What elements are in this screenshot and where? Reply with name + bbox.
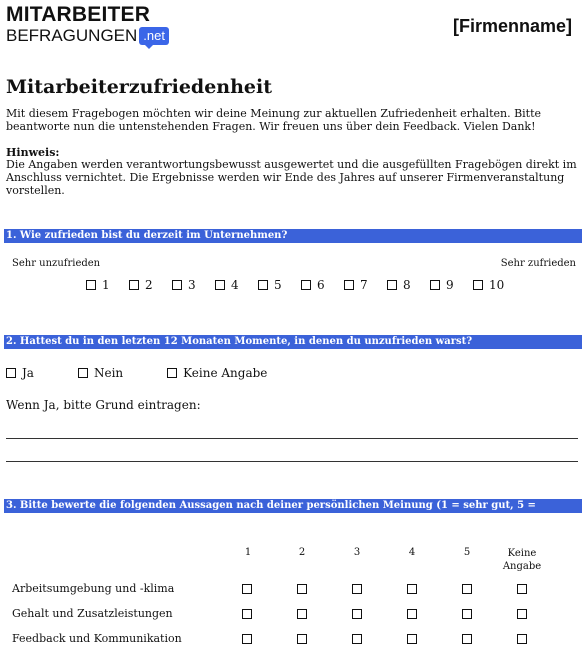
- q2-option-yes[interactable]: [6, 366, 34, 380]
- checkbox-icon[interactable]: [86, 280, 96, 290]
- checkbox-icon[interactable]: [344, 280, 354, 290]
- checkbox-icon[interactable]: [301, 280, 311, 290]
- q1-option-label: 4: [231, 278, 239, 292]
- q1-options: [86, 278, 516, 292]
- checkbox-icon[interactable]: [387, 280, 397, 290]
- q3-row-2-col-1-checkbox[interactable]: [242, 609, 252, 619]
- checkbox-icon[interactable]: [473, 280, 483, 290]
- hint-title: Hinweis:: [6, 146, 60, 159]
- q1-left-label: Sehr unzufrieden: [12, 258, 101, 269]
- q3-row-2-label: Gehalt und Zusatzleistungen: [12, 607, 173, 620]
- page-title: Mitarbeiterzufriedenheit: [6, 76, 272, 98]
- q3-col-3: 3: [353, 547, 361, 558]
- q3-col-4: 4: [408, 547, 416, 558]
- q1-option-3[interactable]: [172, 278, 215, 292]
- q1-option-5[interactable]: [258, 278, 301, 292]
- q2-option-no[interactable]: [78, 366, 123, 380]
- checkbox-icon[interactable]: [172, 280, 182, 290]
- q1-option-label: 5: [274, 278, 282, 292]
- q3-row-1-label: Arbeitsumgebung und -klima: [12, 582, 175, 595]
- logo-badge: .net: [139, 27, 169, 45]
- q1-option-label: 1: [102, 278, 110, 292]
- q3-col-1: 1: [244, 547, 252, 558]
- q1-option-6[interactable]: [301, 278, 344, 292]
- logo-line2-text: BEFRAGUNGEN: [6, 26, 138, 45]
- q3-col-none: Keine Angabe: [502, 548, 542, 572]
- q2-option-none[interactable]: [167, 366, 267, 380]
- checkbox-icon[interactable]: [78, 368, 88, 378]
- q3-row-2-col-6-checkbox[interactable]: [517, 609, 527, 619]
- q2-option-label: Keine Angabe: [183, 366, 268, 380]
- q1-option-label: 2: [145, 278, 153, 292]
- q3-row-2-col-2-checkbox[interactable]: [297, 609, 307, 619]
- logo: [6, 4, 169, 46]
- q3-col-5: 5: [463, 547, 471, 558]
- q1-option-4[interactable]: [215, 278, 258, 292]
- checkbox-icon[interactable]: [6, 368, 16, 378]
- q3-title-bar: 3. Bitte bewerte die folgenden Aussagen nach deiner persönlichen Meinung (1 = sehr gut, 5 = mangelhaft): [4, 499, 582, 513]
- q1-option-label: 7: [360, 278, 368, 292]
- q1-option-7[interactable]: [344, 278, 387, 292]
- hint-text: Die Angaben werden verantwortungsbewusst ausgewertet und die ausgefüllten Fragebögen direkt im Anschluss vernichtet. Die Ergebnisse werden wir Ende des Jahres auf unserer Firmenveranstaltung vorstellen.: [6, 158, 577, 197]
- q3-row-3-col-1-checkbox[interactable]: [242, 634, 252, 644]
- q3-row-3-col-2-checkbox[interactable]: [297, 634, 307, 644]
- q1-option-9[interactable]: [430, 278, 473, 292]
- q1-option-label: 9: [446, 278, 454, 292]
- checkbox-icon[interactable]: [430, 280, 440, 290]
- q2-options: [6, 366, 311, 380]
- q2-reason-line-2[interactable]: [6, 461, 578, 462]
- logo-line1: MITARBEITER: [6, 3, 151, 26]
- checkbox-icon[interactable]: [215, 280, 225, 290]
- q2-reason-label: Wenn Ja, bitte Grund eintragen:: [6, 398, 201, 412]
- q3-row-2-col-3-checkbox[interactable]: [352, 609, 362, 619]
- q3-row-1-col-3-checkbox[interactable]: [352, 584, 362, 594]
- q3-row-2-col-5-checkbox[interactable]: [462, 609, 472, 619]
- q3-row-2-col-4-checkbox[interactable]: [407, 609, 417, 619]
- q2-title-bar: 2. Hattest du in den letzten 12 Monaten Momente, in denen du unzufrieden warst?: [4, 335, 582, 349]
- q1-title-bar: 1. Wie zufrieden bist du derzeit im Unternehmen?: [4, 229, 582, 243]
- q1-option-label: 8: [403, 278, 411, 292]
- q1-option-8[interactable]: [387, 278, 430, 292]
- q1-option-10[interactable]: [473, 278, 516, 292]
- q3-row-3-col-5-checkbox[interactable]: [462, 634, 472, 644]
- checkbox-icon[interactable]: [129, 280, 139, 290]
- q2-reason-line-1[interactable]: [6, 438, 578, 439]
- intro-text: Mit diesem Fragebogen möchten wir deine Meinung zur aktuellen Zufriedenheit erhalten. Bitte beantworte nun die untenstehenden Fragen. Wir freuen uns über dein Feedback. Vielen Dank!: [6, 107, 542, 133]
- q2-option-label: Ja: [22, 366, 34, 380]
- q1-option-label: 6: [317, 278, 325, 292]
- checkbox-icon[interactable]: [258, 280, 268, 290]
- q1-option-label: 10: [489, 278, 505, 292]
- logo-line2: [6, 26, 169, 46]
- q3-row-3-col-3-checkbox[interactable]: [352, 634, 362, 644]
- q3-row-1-col-1-checkbox[interactable]: [242, 584, 252, 594]
- q3-row-1-col-6-checkbox[interactable]: [517, 584, 527, 594]
- q1-option-2[interactable]: [129, 278, 172, 292]
- q3-row-1-col-4-checkbox[interactable]: [407, 584, 417, 594]
- q3-row-1-col-5-checkbox[interactable]: [462, 584, 472, 594]
- q3-row-3-col-4-checkbox[interactable]: [407, 634, 417, 644]
- q3-col-2: 2: [298, 547, 306, 558]
- company-placeholder: [Firmenname]: [452, 16, 572, 36]
- q3-row-1-col-2-checkbox[interactable]: [297, 584, 307, 594]
- q2-option-label: Nein: [93, 366, 124, 380]
- q1-option-1[interactable]: [86, 278, 129, 292]
- q1-option-label: 3: [188, 278, 196, 292]
- q3-row-3-label: Feedback und Kommunikation: [12, 632, 182, 645]
- q3-row-3-col-6-checkbox[interactable]: [517, 634, 527, 644]
- q1-right-label: Sehr zufrieden: [500, 258, 576, 269]
- checkbox-icon[interactable]: [167, 368, 177, 378]
